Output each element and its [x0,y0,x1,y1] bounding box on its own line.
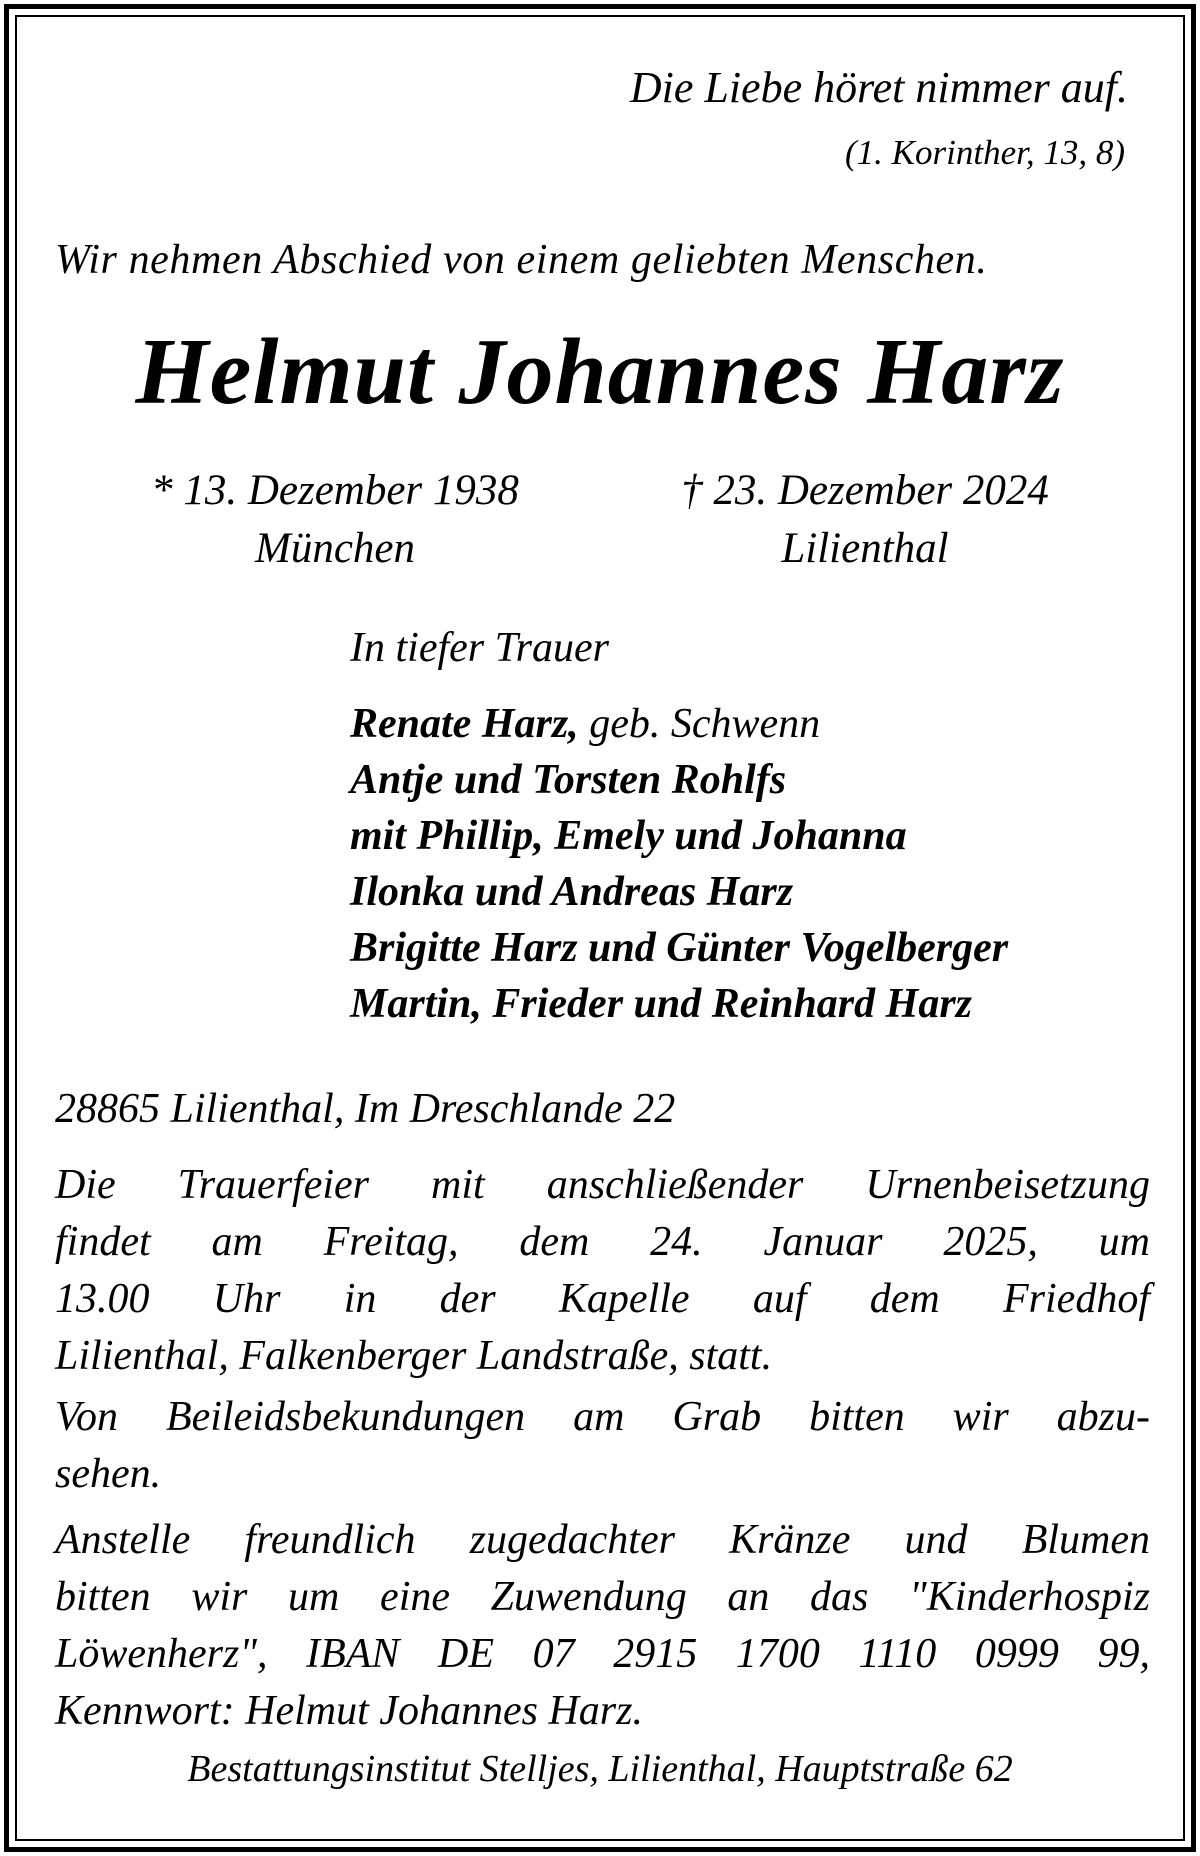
death-date: † 23. Dezember 2024 [681,467,1049,514]
motto-reference: (1. Korinther, 13, 8) [845,133,1125,172]
mourner-line: Brigitte Harz und Günter Vogelberger [350,925,1009,971]
paragraph-line: sehen. [55,1451,162,1497]
funeral-home: Bestattungsinstitut Stelljes, Lilienthal, Hauptstraße 62 [187,1748,1013,1790]
birth-block [90,462,580,578]
mourner-line: Martin, Frieder und Reinhard Harz [350,981,973,1027]
farewell-intro: Wir nehmen Abschied von einem geliebten Menschen. [55,237,988,283]
mourner-line: mit Phillip, Emely und Johanna [350,813,907,859]
birth-date: * 13. Dezember 1938 [151,467,519,514]
mourner-name: Renate Harz, [350,701,579,747]
mourner-maiden-name: geb. Schwenn [578,701,821,747]
mourner-line: Ilonka und Andreas Harz [350,869,794,915]
birth-place: München [255,525,415,572]
mourner-line: Antje und Torsten Rohlfs [350,757,787,803]
paragraph-line: Die Trauerfeier mit anschließender Urnenbeisetzung [55,1162,1150,1208]
paragraph-line: bitten wir um eine Zuwendung an das "Kinderhospiz [55,1574,1150,1620]
mourners-block [350,620,1008,1032]
mourners-intro: In tiefer Trauer [350,625,609,671]
paragraph-line: Anstelle freundlich zugedachter Kränze und Blumen [55,1517,1150,1563]
motto-quote: Die Liebe höret nimmer auf. [629,63,1128,112]
death-block [620,462,1110,578]
paragraph-line: Von Beileidsbekundungen am Grab bitten wir abzu- [55,1394,1150,1440]
paragraph-line: Löwenherz", IBAN DE 07 2915 1700 1110 0999 99, [55,1631,1150,1677]
mourner-line [350,696,1008,752]
paragraph-line: Lilienthal, Falkenberger Landstraße, statt. [55,1333,773,1379]
death-place: Lilienthal [781,525,949,572]
paragraph-line: Kennwort: Helmut Johannes Harz. [55,1688,643,1734]
paragraph-line: 13.00 Uhr in der Kapelle auf dem Friedhof [55,1276,1150,1322]
paragraph-line: findet am Freitag, dem 24. Januar 2025, um [55,1219,1150,1265]
deceased-name: Helmut Johannes Harz [135,320,1065,424]
ceremony-paragraph [55,1157,1150,1385]
condolences-paragraph [55,1389,1150,1503]
family-address: 28865 Lilienthal, Im Dreschlande 22 [55,1086,676,1132]
donation-paragraph [55,1512,1150,1740]
